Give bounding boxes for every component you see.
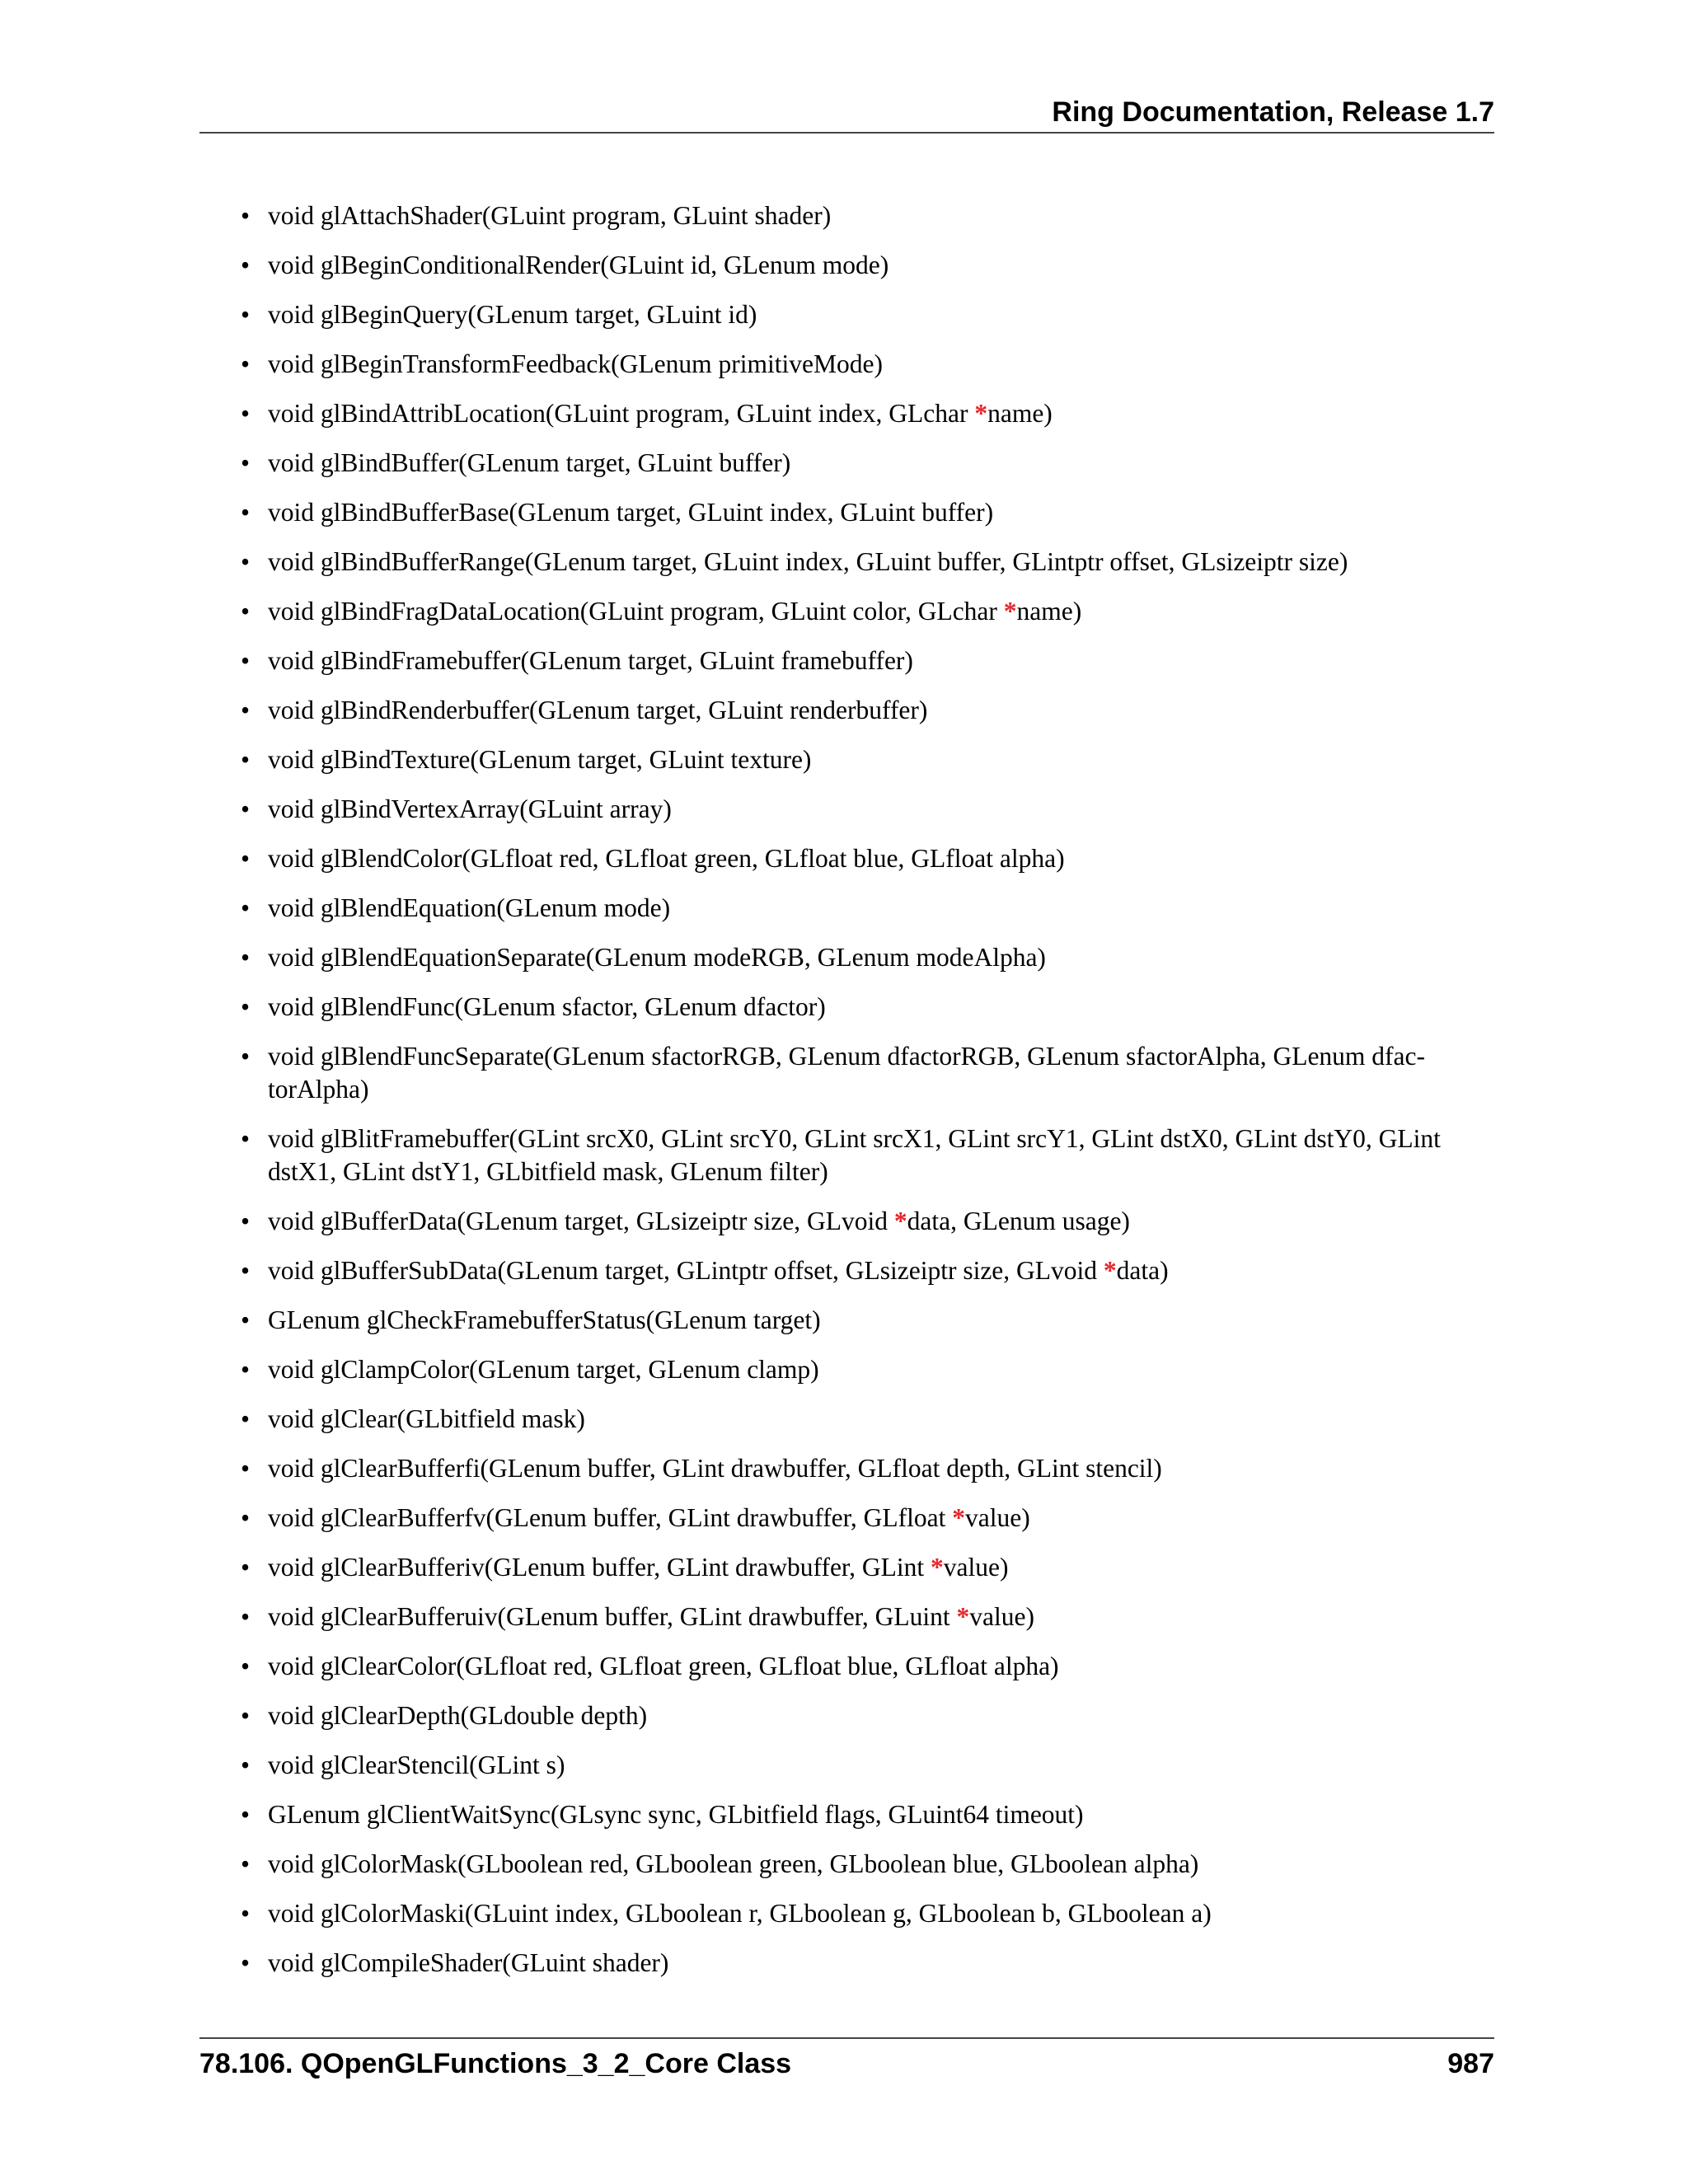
function-signature: void glBindRenderbuffer(GLenum target, GLuint renderbuffer) <box>268 696 928 724</box>
function-list-item <box>199 694 1494 727</box>
bullet-icon: • <box>241 349 251 378</box>
function-signature: void glClearBufferfv(GLenum buffer, GLint drawbuffer, GLfloat <box>268 1503 953 1532</box>
page-number: 987 <box>1447 2048 1494 2079</box>
function-list-item <box>199 447 1494 480</box>
bullet-icon: • <box>241 1899 251 1928</box>
function-signature: GLenum glClientWaitSync(GLsync sync, GLbitfield flags, GLuint64 timeout) <box>268 1800 1084 1829</box>
function-signature: void glClearStencil(GLint s) <box>268 1750 565 1779</box>
function-list-item <box>199 793 1494 826</box>
bullet-icon: • <box>241 1553 251 1582</box>
pointer-marker: * <box>931 1553 944 1582</box>
function-list <box>199 199 1494 1996</box>
function-list-item <box>199 1254 1494 1287</box>
function-list-item <box>199 546 1494 579</box>
function-signature: void glBlendFuncSeparate(GLenum sfactorRGB, GLenum dfactorRGB, GLenum sfactorAlpha, GLenum dfac-torAlpha) <box>268 1042 1425 1104</box>
function-signature: void glClearBufferiv(GLenum buffer, GLint drawbuffer, GLint <box>268 1553 931 1582</box>
bullet-icon: • <box>241 1355 251 1384</box>
function-signature: void glClearBufferfi(GLenum buffer, GLint drawbuffer, GLfloat depth, GLint stencil) <box>268 1454 1162 1483</box>
function-signature-rest: value) <box>964 1503 1030 1532</box>
pointer-marker: * <box>893 1207 907 1235</box>
function-signature-rest: name) <box>987 399 1053 428</box>
function-list-item <box>199 1798 1494 1831</box>
function-list-item <box>199 1205 1494 1238</box>
bullet-icon: • <box>241 251 251 279</box>
bullet-icon: • <box>241 893 251 922</box>
function-signature-rest: data, GLenum usage) <box>907 1207 1130 1235</box>
function-signature: void glBindFragDataLocation(GLuint program, GLuint color, GLchar <box>268 597 1004 626</box>
bullet-icon: • <box>241 1256 251 1285</box>
function-list-item <box>199 1551 1494 1584</box>
function-signature: void glClearBufferuiv(GLenum buffer, GLint drawbuffer, GLuint <box>268 1602 957 1631</box>
bullet-icon: • <box>241 646 251 675</box>
page-footer <box>199 2037 1494 2088</box>
function-list-item <box>199 1502 1494 1535</box>
function-signature-rest: value) <box>943 1553 1009 1582</box>
function-signature: void glBindAttribLocation(GLuint program, GLuint index, GLchar <box>268 399 975 428</box>
function-list-item <box>199 1452 1494 1485</box>
pointer-marker: * <box>1003 597 1017 626</box>
bullet-icon: • <box>241 992 251 1021</box>
function-signature-rest: data) <box>1116 1256 1169 1285</box>
function-list-item <box>199 298 1494 331</box>
bullet-icon: • <box>241 1800 251 1829</box>
function-list-item <box>199 1353 1494 1386</box>
function-signature: void glClampColor(GLenum target, GLenum clamp) <box>268 1355 819 1384</box>
bullet-icon: • <box>241 498 251 527</box>
function-list-item <box>199 1650 1494 1683</box>
bullet-icon: • <box>241 1503 251 1532</box>
bullet-icon: • <box>241 1207 251 1235</box>
function-signature: void glClearDepth(GLdouble depth) <box>268 1701 648 1730</box>
bullet-icon: • <box>241 844 251 873</box>
bullet-icon: • <box>241 1652 251 1680</box>
function-signature: void glBufferData(GLenum target, GLsizeiptr size, GLvoid <box>268 1207 894 1235</box>
function-signature: void glColorMask(GLboolean red, GLboolean green, GLboolean blue, GLboolean alpha) <box>268 1849 1199 1878</box>
function-signature: void glClearColor(GLfloat red, GLfloat green, GLfloat blue, GLfloat alpha) <box>268 1652 1059 1680</box>
bullet-icon: • <box>241 696 251 724</box>
function-list-item <box>199 1749 1494 1782</box>
function-list-item <box>199 496 1494 529</box>
function-list-item <box>199 348 1494 381</box>
pointer-marker: * <box>974 399 988 428</box>
function-list-item <box>199 991 1494 1024</box>
pointer-marker: * <box>952 1503 965 1532</box>
bullet-icon: • <box>241 745 251 774</box>
bullet-icon: • <box>241 1404 251 1433</box>
function-signature: void glBindFramebuffer(GLenum target, GLuint framebuffer) <box>268 646 913 675</box>
function-list-item <box>199 842 1494 875</box>
function-list-item <box>199 1040 1494 1106</box>
function-signature: void glCompileShader(GLuint shader) <box>268 1948 669 1977</box>
function-signature: void glBindBufferBase(GLenum target, GLuint index, GLuint buffer) <box>268 498 994 527</box>
function-signature: void glBlitFramebuffer(GLint srcX0, GLint srcY0, GLint srcX1, GLint srcY1, GLint dstX0, GLint dstY0, GLint dstX1, GLint dstY1, GLbitfield mask, GLenum filter) <box>268 1124 1441 1186</box>
function-signature: void glBeginQuery(GLenum target, GLuint id) <box>268 300 757 329</box>
function-signature: void glAttachShader(GLuint program, GLuint shader) <box>268 201 832 230</box>
function-signature: void glColorMaski(GLuint index, GLboolean r, GLboolean g, GLboolean b, GLboolean a) <box>268 1899 1212 1928</box>
function-list-item <box>199 249 1494 282</box>
bullet-icon: • <box>241 1602 251 1631</box>
function-list-item <box>199 1947 1494 1980</box>
function-signature-rest: name) <box>1016 597 1082 626</box>
bullet-icon: • <box>241 1701 251 1730</box>
function-list-item <box>199 1601 1494 1633</box>
function-signature: void glBlendFunc(GLenum sfactor, GLenum dfactor) <box>268 992 826 1021</box>
bullet-icon: • <box>241 448 251 477</box>
function-list-item <box>199 595 1494 628</box>
function-list-item <box>199 199 1494 232</box>
function-list-item <box>199 1403 1494 1436</box>
bullet-icon: • <box>241 1124 251 1153</box>
bullet-icon: • <box>241 300 251 329</box>
function-list-item <box>199 397 1494 430</box>
pointer-marker: * <box>1103 1256 1117 1285</box>
bullet-icon: • <box>241 547 251 576</box>
bullet-icon: • <box>241 943 251 972</box>
function-signature: void glBindVertexArray(GLuint array) <box>268 794 672 823</box>
function-list-item <box>199 644 1494 677</box>
function-list-item <box>199 1304 1494 1337</box>
bullet-icon: • <box>241 1042 251 1071</box>
function-list-item <box>199 1848 1494 1881</box>
document-title: Ring Documentation, Release 1.7 <box>1052 96 1494 128</box>
bullet-icon: • <box>241 1948 251 1977</box>
function-list-item <box>199 892 1494 925</box>
bullet-icon: • <box>241 794 251 823</box>
function-signature: void glBindBuffer(GLenum target, GLuint buffer) <box>268 448 791 477</box>
function-list-item <box>199 743 1494 776</box>
function-signature: void glBlendEquationSeparate(GLenum modeRGB, GLenum modeAlpha) <box>268 943 1046 972</box>
function-signature-rest: value) <box>969 1602 1034 1631</box>
function-signature: void glBeginTransformFeedback(GLenum primitiveMode) <box>268 349 883 378</box>
bullet-icon: • <box>241 597 251 626</box>
function-list-item <box>199 1699 1494 1732</box>
function-signature: void glBeginConditionalRender(GLuint id, GLenum mode) <box>268 251 889 279</box>
function-signature: void glBindBufferRange(GLenum target, GLuint index, GLuint buffer, GLintptr offset, GLsizeiptr size) <box>268 547 1348 576</box>
function-signature: void glBindTexture(GLenum target, GLuint texture) <box>268 745 812 774</box>
function-signature: void glBufferSubData(GLenum target, GLintptr offset, GLsizeiptr size, GLvoid <box>268 1256 1104 1285</box>
function-signature: void glBlendColor(GLfloat red, GLfloat green, GLfloat blue, GLfloat alpha) <box>268 844 1065 873</box>
bullet-icon: • <box>241 1305 251 1334</box>
bullet-icon: • <box>241 1849 251 1878</box>
pointer-marker: * <box>956 1602 970 1631</box>
page-header <box>199 92 1494 134</box>
bullet-icon: • <box>241 1750 251 1779</box>
function-signature: void glClear(GLbitfield mask) <box>268 1404 585 1433</box>
function-list-item <box>199 1897 1494 1930</box>
bullet-icon: • <box>241 201 251 230</box>
section-title: 78.106. QOpenGLFunctions_3_2_Core Class <box>199 2048 792 2079</box>
function-list-item <box>199 1122 1494 1188</box>
bullet-icon: • <box>241 1454 251 1483</box>
bullet-icon: • <box>241 399 251 428</box>
function-signature: void glBlendEquation(GLenum mode) <box>268 893 671 922</box>
function-signature: GLenum glCheckFramebufferStatus(GLenum target) <box>268 1305 821 1334</box>
function-list-item <box>199 941 1494 974</box>
